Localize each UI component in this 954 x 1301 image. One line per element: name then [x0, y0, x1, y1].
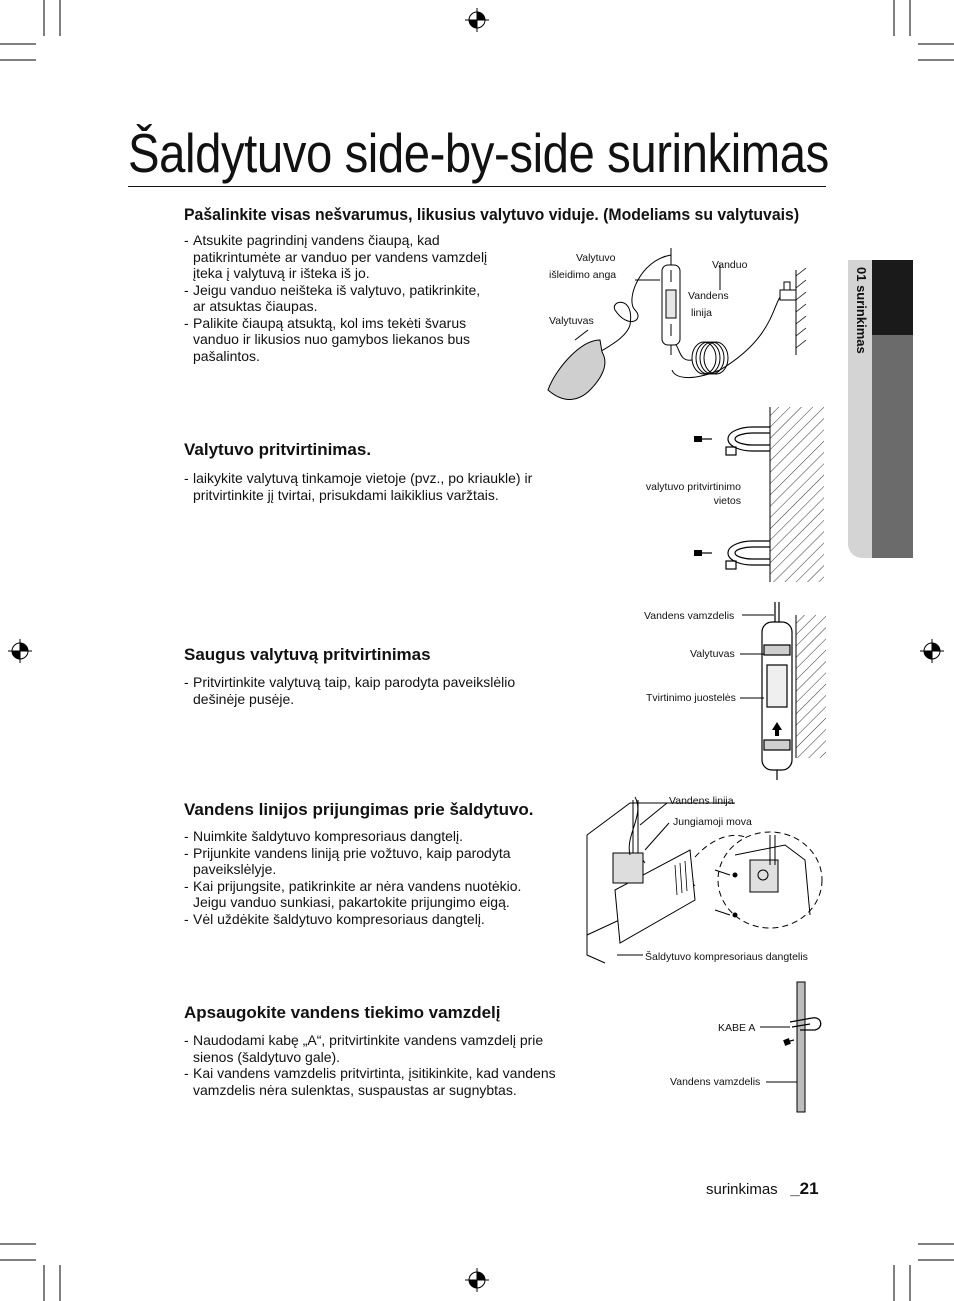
figure-label: Šaldytuvo kompresoriaus dangtelis	[645, 951, 808, 963]
figure-label: Valytuvas	[690, 648, 735, 660]
figure-label: Valytuvas	[549, 315, 594, 327]
figure-label: Vandens vamzdelis	[670, 1076, 761, 1088]
list-item-continued: paveikslėlyje.	[193, 861, 277, 877]
figure-label: Vandens linija	[669, 795, 734, 807]
section-body-connect-water-line	[184, 828, 521, 927]
list-item-continued: vamzdelis nėra sulenktas, suspaustas ar sugnybtas.	[193, 1081, 517, 1098]
list-item-continued: vanduo ir likusios nuo gamybos liekanos bus	[193, 331, 471, 347]
figure-label: valytuvo pritvirtinimo	[645, 481, 741, 493]
page-number: _21	[790, 1179, 819, 1198]
list-item: - Naudodami kabę „A“, pritvirtinkite vandens vamzdelį prie	[184, 1032, 556, 1049]
list-item: - Nuimkite šaldytuvo kompresoriaus dangtelį.	[184, 828, 521, 845]
list-item: - Pritvirtinkite valytuvą taip, kaip parodyta paveikslėlio	[184, 674, 515, 691]
list-item: - Jeigu vanduo neišteka iš valytuvo, patikrinkite,	[184, 282, 487, 299]
section-heading-connect-water-line: Vandens linijos prijungimas prie šaldytuvo.	[184, 800, 534, 819]
list-item-continued: ar atsuktas čiaupas.	[193, 298, 318, 314]
list-item: - Atsukite pagrindinį vandens čiaupą, kad	[184, 232, 487, 249]
filter-strap-illustration	[740, 600, 830, 785]
list-item: - Palikite čiaupą atsuktą, kol ims tekėti švarus	[184, 315, 487, 332]
title-underline	[128, 186, 826, 187]
list-item-continued: Jeigu vanduo sunkiasi, pakartokite prijungimo eigą.	[193, 894, 510, 910]
section-body-secure-filter	[184, 674, 515, 707]
list-item: - Kai prijungsite, patikrinkite ar nėra vandens nuotėkio.	[184, 878, 521, 895]
figure-label: linija	[691, 307, 713, 319]
figure-label: Valytuvo	[576, 252, 616, 264]
section-heading-protect-supply-pipe: Apsaugokite vandens tiekimo vamzdelį	[184, 1003, 501, 1022]
figure-label: Vandens	[688, 290, 729, 302]
section-heading-remove-dirt: Pašalinkite visas nešvarumus, likusius valytuvo viduje. (Modeliams su valytuvais)	[184, 205, 800, 224]
figure-label: Jungiamoji mova	[673, 816, 752, 828]
list-item-continued: pašalintos.	[193, 347, 260, 364]
section-heading-mount-filter: Valytuvo pritvirtinimas.	[184, 440, 372, 459]
section-heading-secure-filter: Saugus valytuvą pritvirtinimas	[184, 645, 431, 664]
pipe-clamp-illustration	[760, 980, 840, 1115]
section-body-remove-dirt	[184, 232, 487, 364]
list-item: - Prijunkite vandens liniją prie vožtuvo, kaip parodyta	[184, 845, 521, 862]
list-item: - Vėl uždėkite šaldytuvo kompresoriaus dangtelį.	[184, 911, 521, 928]
figure-label: išleidimo anga	[549, 269, 617, 281]
section-body-mount-filter	[184, 470, 532, 503]
page-title: Šaldytuvo side-by-side surinkimas	[128, 122, 829, 184]
list-item-continued: įteka į valytuvą ir išteka iš jo.	[193, 265, 370, 281]
section-body-protect-supply-pipe	[184, 1032, 556, 1098]
figure-label: Tvirtinimo juostelės	[646, 692, 736, 704]
list-item-continued: dešinėje pusėje.	[193, 690, 295, 707]
list-item-continued: patikrintumėte ar vanduo per vandens vamzdelį	[193, 248, 488, 265]
list-item: - laikykite valytuvą tinkamoje vietoje (pvz., po kriaukle) ir	[184, 470, 532, 487]
footer-section-label: surinkimas	[706, 1181, 778, 1198]
side-tab-label: 01 surinkimas	[854, 267, 869, 354]
list-item-continued: pritvirtinkite jį tvirtai, prisukdami laikiklius varžtais.	[193, 486, 499, 503]
figure-label: Vanduo	[712, 259, 748, 271]
side-tab-gray-block	[872, 335, 913, 558]
list-item-continued: sienos (šaldytuvo gale).	[193, 1048, 341, 1065]
side-tab-dark-block	[872, 260, 913, 335]
page-footer	[706, 1179, 819, 1199]
list-item: - Kai vandens vamzdelis pritvirtinta, įsitikinkite, kad vandens	[184, 1065, 556, 1082]
figure-label: Vandens vamzdelis	[644, 610, 735, 622]
figure-label: KABE A	[718, 1022, 756, 1034]
figure-label: vietos	[713, 495, 741, 507]
